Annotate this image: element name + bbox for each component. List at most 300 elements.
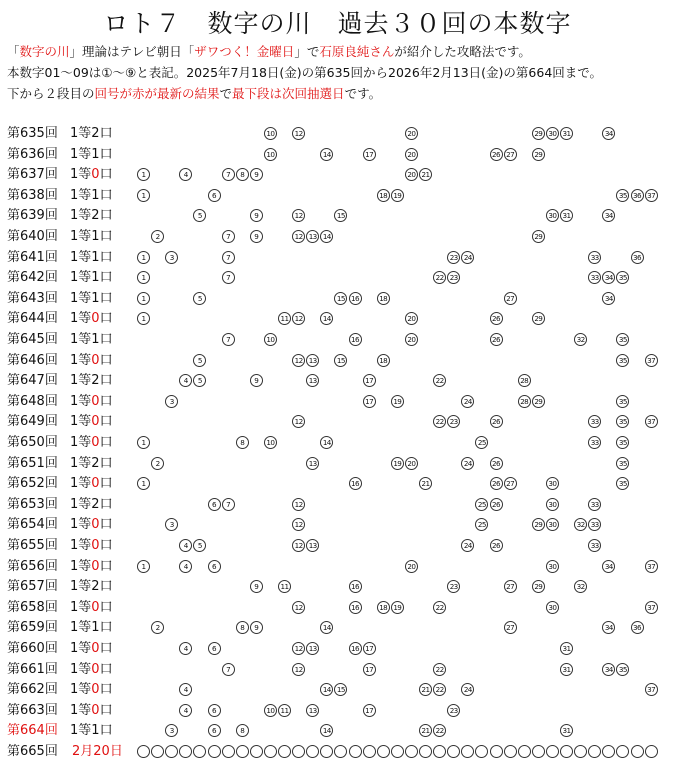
prize-unit: 口 — [99, 702, 113, 718]
prize-unit: 口 — [99, 373, 113, 389]
drawn-number-9: 9 — [250, 230, 263, 243]
number-river-grid — [0, 124, 675, 784]
drawn-number-23: 23 — [447, 704, 460, 717]
drawn-number-1: 1 — [137, 312, 150, 325]
empty-slot — [391, 745, 404, 758]
drawn-number-1: 1 — [137, 436, 150, 449]
prize-winners: 1 — [91, 270, 100, 286]
drawn-number-29: 29 — [532, 230, 545, 243]
drawn-number-37: 37 — [645, 189, 658, 202]
drawn-number-23: 23 — [447, 271, 460, 284]
prize-tier: 1等 — [70, 311, 92, 327]
page-title: ロト７ 数字の川 過去３０回の本数字 — [103, 9, 572, 38]
drawn-number-33: 33 — [588, 271, 601, 284]
drawn-number-24: 24 — [461, 539, 474, 552]
draw-label: 第641回 — [7, 249, 58, 265]
draw-row — [0, 371, 675, 391]
drawn-number-22: 22 — [433, 415, 446, 428]
drawn-number-25: 25 — [475, 436, 488, 449]
drawn-number-3: 3 — [165, 251, 178, 264]
drawn-number-12: 12 — [292, 642, 305, 655]
drawn-number-13: 13 — [306, 374, 319, 387]
drawn-number-35: 35 — [616, 663, 629, 676]
prize-unit: 口 — [99, 538, 113, 553]
prize-unit: 口 — [99, 455, 113, 471]
drawn-number-33: 33 — [588, 498, 601, 511]
drawn-number-22: 22 — [433, 271, 446, 284]
intro-line-1 — [7, 44, 531, 60]
prize-count — [70, 641, 113, 657]
drawn-number-36: 36 — [631, 189, 644, 202]
drawn-number-21: 21 — [419, 683, 432, 696]
prize-winners: 2 — [91, 579, 100, 595]
prize-count — [70, 188, 113, 204]
drawn-number-13: 13 — [306, 539, 319, 552]
drawn-number-26: 26 — [490, 148, 503, 161]
drawn-number-22: 22 — [433, 724, 446, 737]
next-draw-row — [0, 742, 675, 762]
prize-tier: 1等 — [70, 641, 92, 656]
prize-tier: 1等 — [70, 393, 92, 409]
draw-label: 第639回 — [7, 208, 58, 224]
drawn-number-33: 33 — [588, 251, 601, 264]
empty-slot — [602, 745, 615, 758]
prize-unit: 口 — [99, 641, 113, 656]
draw-label: 第645回 — [7, 332, 58, 347]
intro-segment: 本数字01〜09は①〜⑨と表記。2025年7月18日(金)の第635回から2026年2月13日(金)の第664回まで。 — [7, 65, 603, 80]
prize-unit: 口 — [99, 476, 113, 492]
prize-unit: 口 — [99, 723, 113, 739]
drawn-number-30: 30 — [546, 477, 559, 490]
drawn-number-34: 34 — [602, 127, 615, 140]
prize-count — [70, 250, 113, 266]
prize-winners: 1 — [91, 249, 100, 265]
draw-row — [0, 289, 675, 309]
prize-tier: 1等 — [70, 290, 92, 306]
empty-slot — [250, 745, 263, 758]
drawn-number-14: 14 — [320, 312, 333, 325]
prize-tier: 1等 — [70, 558, 92, 574]
drawn-number-1: 1 — [137, 477, 150, 490]
prize-count — [70, 538, 113, 554]
empty-slot — [292, 745, 305, 758]
empty-slot — [334, 745, 347, 758]
prize-tier: 1等 — [70, 270, 92, 286]
prize-unit: 口 — [99, 290, 113, 306]
drawn-number-30: 30 — [546, 560, 559, 573]
drawn-number-7: 7 — [222, 168, 235, 181]
next-draw-label: 第665回 — [7, 744, 58, 759]
drawn-number-5: 5 — [193, 539, 206, 552]
drawn-number-19: 19 — [391, 457, 404, 470]
draw-label: 第652回 — [7, 476, 58, 492]
draw-label: 第655回 — [7, 538, 58, 553]
empty-slot — [222, 745, 235, 758]
drawn-number-4: 4 — [179, 168, 192, 181]
drawn-number-6: 6 — [208, 642, 221, 655]
draw-row — [0, 248, 675, 268]
drawn-number-7: 7 — [222, 251, 235, 264]
drawn-number-12: 12 — [292, 539, 305, 552]
draw-row — [0, 330, 675, 350]
drawn-number-4: 4 — [179, 374, 192, 387]
drawn-number-27: 27 — [504, 148, 517, 161]
drawn-number-25: 25 — [475, 518, 488, 531]
prize-unit: 口 — [99, 620, 113, 636]
draw-label: 第653回 — [7, 496, 58, 512]
drawn-number-12: 12 — [292, 312, 305, 325]
empty-slot — [475, 745, 488, 758]
drawn-number-16: 16 — [349, 601, 362, 614]
drawn-number-30: 30 — [546, 498, 559, 511]
prize-count — [70, 497, 113, 513]
drawn-number-35: 35 — [616, 271, 629, 284]
prize-unit: 口 — [99, 167, 113, 183]
prize-unit: 口 — [99, 229, 113, 244]
empty-slot — [574, 745, 587, 758]
prize-tier: 1等 — [70, 229, 92, 244]
prize-unit: 口 — [99, 126, 113, 141]
intro-segment: 」で — [294, 44, 320, 59]
drawn-number-12: 12 — [292, 498, 305, 511]
empty-slot — [151, 745, 164, 758]
draw-label: 第656回 — [7, 558, 58, 574]
drawn-number-20: 20 — [405, 457, 418, 470]
draw-row — [0, 495, 675, 515]
drawn-number-7: 7 — [222, 271, 235, 284]
prize-tier: 1等 — [70, 599, 92, 615]
drawn-number-7: 7 — [222, 663, 235, 676]
drawn-number-24: 24 — [461, 395, 474, 408]
drawn-number-21: 21 — [419, 724, 432, 737]
drawn-number-19: 19 — [391, 189, 404, 202]
draw-label: 第650回 — [7, 435, 58, 450]
drawn-number-18: 18 — [377, 354, 390, 367]
drawn-number-12: 12 — [292, 415, 305, 428]
drawn-number-13: 13 — [306, 457, 319, 470]
drawn-number-12: 12 — [292, 601, 305, 614]
drawn-number-10: 10 — [264, 127, 277, 140]
drawn-number-27: 27 — [504, 580, 517, 593]
draw-row — [0, 474, 675, 494]
drawn-number-24: 24 — [461, 251, 474, 264]
prize-unit: 口 — [99, 661, 113, 677]
prize-winners: 1 — [91, 187, 100, 203]
drawn-number-20: 20 — [405, 148, 418, 161]
draw-label: 第643回 — [7, 290, 58, 306]
draw-label: 第664回 — [7, 723, 58, 739]
prize-winners: 1 — [91, 332, 100, 347]
drawn-number-37: 37 — [645, 415, 658, 428]
draw-label: 第662回 — [7, 682, 58, 698]
prize-tier: 1等 — [70, 579, 92, 595]
prize-tier: 1等 — [70, 620, 92, 636]
intro-segment: 下から２段目の — [7, 86, 95, 101]
drawn-number-33: 33 — [588, 436, 601, 449]
drawn-number-6: 6 — [208, 189, 221, 202]
draw-label: 第646回 — [7, 352, 58, 368]
drawn-number-31: 31 — [560, 209, 573, 222]
empty-slot — [236, 745, 249, 758]
draw-row — [0, 454, 675, 474]
drawn-number-8: 8 — [236, 436, 249, 449]
prize-tier: 1等 — [70, 517, 92, 533]
drawn-number-3: 3 — [165, 724, 178, 737]
draw-row — [0, 660, 675, 680]
drawn-number-4: 4 — [179, 642, 192, 655]
drawn-number-11: 11 — [278, 312, 291, 325]
prize-winners: 2 — [91, 208, 100, 224]
draw-row — [0, 433, 675, 453]
drawn-number-13: 13 — [306, 354, 319, 367]
drawn-number-34: 34 — [602, 209, 615, 222]
drawn-number-33: 33 — [588, 415, 601, 428]
empty-slot — [320, 745, 333, 758]
drawn-number-14: 14 — [320, 724, 333, 737]
prize-winners: 2 — [91, 373, 100, 389]
prize-unit: 口 — [99, 435, 113, 450]
drawn-number-36: 36 — [631, 251, 644, 264]
prize-winners: 0 — [91, 682, 100, 698]
empty-slot — [588, 745, 601, 758]
prize-winners: 1 — [91, 620, 100, 636]
prize-winners: 0 — [91, 435, 100, 450]
drawn-number-10: 10 — [264, 148, 277, 161]
drawn-number-13: 13 — [306, 230, 319, 243]
empty-slot — [419, 745, 432, 758]
drawn-number-35: 35 — [616, 333, 629, 346]
draw-label: 第654回 — [7, 517, 58, 533]
drawn-number-35: 35 — [616, 395, 629, 408]
prize-count — [70, 147, 113, 163]
drawn-number-24: 24 — [461, 683, 474, 696]
drawn-number-8: 8 — [236, 621, 249, 634]
prize-count — [70, 559, 113, 575]
drawn-number-23: 23 — [447, 415, 460, 428]
drawn-number-5: 5 — [193, 292, 206, 305]
drawn-number-35: 35 — [616, 189, 629, 202]
draw-label: 第640回 — [7, 229, 58, 244]
prize-tier: 1等 — [70, 661, 92, 677]
prize-winners: 0 — [91, 538, 100, 553]
drawn-number-12: 12 — [292, 354, 305, 367]
drawn-number-12: 12 — [292, 127, 305, 140]
drawn-number-16: 16 — [349, 477, 362, 490]
empty-slot — [461, 745, 474, 758]
prize-unit: 口 — [99, 249, 113, 265]
drawn-number-34: 34 — [602, 560, 615, 573]
drawn-number-15: 15 — [334, 354, 347, 367]
drawn-number-6: 6 — [208, 498, 221, 511]
draw-label: 第649回 — [7, 414, 58, 430]
prize-count — [70, 208, 113, 224]
prize-tier: 1等 — [70, 352, 92, 368]
draw-row — [0, 412, 675, 432]
drawn-number-23: 23 — [447, 251, 460, 264]
prize-unit: 口 — [99, 558, 113, 574]
drawn-number-26: 26 — [490, 333, 503, 346]
prize-winners: 1 — [91, 723, 100, 739]
intro-segment: 「 — [7, 44, 20, 59]
prize-count — [70, 394, 113, 410]
empty-slot — [560, 745, 573, 758]
drawn-number-24: 24 — [461, 457, 474, 470]
draw-row — [0, 618, 675, 638]
drawn-number-14: 14 — [320, 436, 333, 449]
drawn-number-2: 2 — [151, 621, 164, 634]
drawn-number-1: 1 — [137, 271, 150, 284]
drawn-number-8: 8 — [236, 168, 249, 181]
prize-count — [70, 167, 113, 183]
drawn-number-17: 17 — [363, 374, 376, 387]
draw-row — [0, 268, 675, 288]
empty-slot — [433, 745, 446, 758]
drawn-number-35: 35 — [616, 436, 629, 449]
draw-label: 第647回 — [7, 373, 58, 389]
prize-winners: 0 — [91, 352, 100, 368]
prize-winners: 1 — [91, 146, 100, 162]
empty-slot — [208, 745, 221, 758]
draw-row — [0, 515, 675, 535]
prize-tier: 1等 — [70, 702, 92, 718]
intro-segment: 最下段は次回抽選日 — [232, 86, 345, 101]
prize-winners: 0 — [91, 661, 100, 677]
drawn-number-27: 27 — [504, 621, 517, 634]
empty-slot — [546, 745, 559, 758]
prize-winners: 2 — [91, 496, 100, 512]
empty-slot — [193, 745, 206, 758]
prize-winners: 0 — [91, 167, 100, 183]
next-draw-date: 2月20日 — [72, 744, 123, 759]
drawn-number-20: 20 — [405, 312, 418, 325]
prize-unit: 口 — [99, 682, 113, 698]
prize-tier: 1等 — [70, 126, 92, 141]
prize-count — [70, 229, 113, 245]
prize-count — [70, 620, 113, 636]
empty-slot — [504, 745, 517, 758]
drawn-number-14: 14 — [320, 621, 333, 634]
drawn-number-15: 15 — [334, 209, 347, 222]
drawn-number-34: 34 — [602, 271, 615, 284]
drawn-number-12: 12 — [292, 518, 305, 531]
prize-tier: 1等 — [70, 414, 92, 430]
intro-line-2 — [7, 65, 602, 81]
prize-tier: 1等 — [70, 187, 92, 203]
draw-label: 第657回 — [7, 579, 58, 595]
drawn-number-26: 26 — [490, 498, 503, 511]
drawn-number-35: 35 — [616, 415, 629, 428]
draw-row — [0, 639, 675, 659]
prize-unit: 口 — [99, 599, 113, 615]
empty-slot — [631, 745, 644, 758]
drawn-number-35: 35 — [616, 477, 629, 490]
drawn-number-16: 16 — [349, 580, 362, 593]
drawn-number-11: 11 — [278, 580, 291, 593]
draw-row — [0, 680, 675, 700]
prize-count — [70, 126, 113, 142]
drawn-number-14: 14 — [320, 230, 333, 243]
drawn-number-32: 32 — [574, 333, 587, 346]
drawn-number-6: 6 — [208, 724, 221, 737]
drawn-number-1: 1 — [137, 251, 150, 264]
drawn-number-29: 29 — [532, 127, 545, 140]
drawn-number-20: 20 — [405, 333, 418, 346]
drawn-number-16: 16 — [349, 642, 362, 655]
drawn-number-1: 1 — [137, 168, 150, 181]
prize-count — [70, 373, 113, 389]
intro-segment: ザワつく！金曜日 — [194, 44, 295, 59]
prize-tier: 1等 — [70, 476, 92, 492]
prize-count — [70, 270, 113, 286]
drawn-number-12: 12 — [292, 209, 305, 222]
prize-count — [70, 353, 113, 369]
prize-tier: 1等 — [70, 332, 92, 347]
drawn-number-30: 30 — [546, 518, 559, 531]
drawn-number-20: 20 — [405, 127, 418, 140]
prize-unit: 口 — [99, 146, 113, 162]
prize-tier: 1等 — [70, 682, 92, 698]
drawn-number-37: 37 — [645, 683, 658, 696]
drawn-number-18: 18 — [377, 292, 390, 305]
drawn-number-20: 20 — [405, 560, 418, 573]
prize-count — [70, 579, 113, 595]
drawn-number-20: 20 — [405, 168, 418, 181]
drawn-number-18: 18 — [377, 601, 390, 614]
drawn-number-17: 17 — [363, 704, 376, 717]
drawn-number-21: 21 — [419, 168, 432, 181]
drawn-number-31: 31 — [560, 642, 573, 655]
prize-count — [70, 517, 113, 533]
drawn-number-10: 10 — [264, 704, 277, 717]
drawn-number-14: 14 — [320, 683, 333, 696]
drawn-number-8: 8 — [236, 724, 249, 737]
empty-slot — [447, 745, 460, 758]
draw-row — [0, 536, 675, 556]
drawn-number-34: 34 — [602, 621, 615, 634]
empty-slot — [137, 745, 150, 758]
drawn-number-9: 9 — [250, 374, 263, 387]
drawn-number-29: 29 — [532, 518, 545, 531]
draw-label: 第661回 — [7, 661, 58, 677]
prize-count — [70, 291, 113, 307]
drawn-number-30: 30 — [546, 601, 559, 614]
prize-winners: 2 — [91, 455, 100, 471]
drawn-number-37: 37 — [645, 560, 658, 573]
prize-winners: 1 — [91, 290, 100, 306]
prize-winners: 0 — [91, 641, 100, 656]
empty-slot — [645, 745, 658, 758]
drawn-number-26: 26 — [490, 477, 503, 490]
prize-tier: 1等 — [70, 208, 92, 224]
draw-label: 第648回 — [7, 393, 58, 409]
draw-label: 第635回 — [7, 126, 58, 141]
empty-slot — [179, 745, 192, 758]
drawn-number-1: 1 — [137, 292, 150, 305]
prize-unit: 口 — [99, 208, 113, 224]
prize-tier: 1等 — [70, 496, 92, 512]
drawn-number-4: 4 — [179, 683, 192, 696]
drawn-number-22: 22 — [433, 663, 446, 676]
prize-count — [70, 456, 113, 472]
empty-slot — [377, 745, 390, 758]
prize-winners: 0 — [91, 517, 100, 533]
draw-row — [0, 165, 675, 185]
draw-row — [0, 557, 675, 577]
empty-slot — [349, 745, 362, 758]
drawn-number-17: 17 — [363, 395, 376, 408]
draw-label: 第638回 — [7, 187, 58, 203]
draw-row — [0, 392, 675, 412]
